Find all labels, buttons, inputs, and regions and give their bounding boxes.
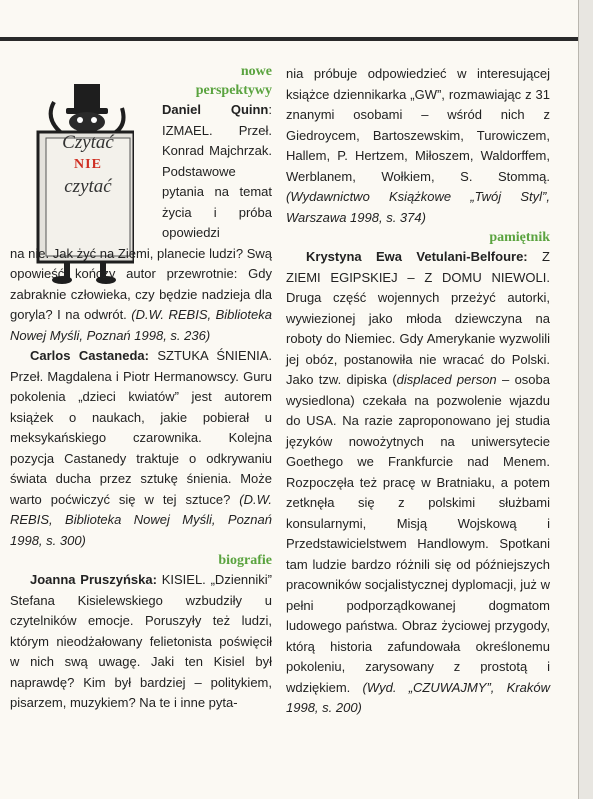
entry-text: – osoba wysiedlona) czekała na pozwolenie wjazdu do USA. Na razie zaproponowano jej studia języków nowożytnych na uniwersytecie Goethego we Frankfurcie nad Menem. Rozpoczęła też pracę w Bratniaku, a potem zetknęła się z polskimi służbami konsularnymi, Misją Wojskową i Przedstawicielstwem Handlowym. Spotkani tam ludzie bardzo różnili się od późniejszych pracowników socjalistycznej dyplomacji, już w pełni podporządkowanej dogmatom ludowego państwa. Obraz życiowej przygody, którą historia zafundowała określonemu pokoleniu, zarysowany z prostotą i wdziękiem.: [286, 372, 550, 695]
entry-source: (D.W. REBIS, Biblioteka Nowej Myśli, Poznań 1998, s. 236): [10, 307, 272, 343]
entry-pruszynska: [10, 570, 272, 714]
entry-title: : IZMAEL.: [162, 102, 272, 138]
entry-source: (D.W. REBIS, Biblioteka Nowej Myśli, Poznań 1998, s. 300): [10, 491, 272, 548]
left-column: [10, 62, 272, 714]
right-column: [286, 64, 550, 719]
section-label-pamietnik: pamiętnik: [489, 230, 550, 245]
entry-text: na nie. Jak żyć na Ziemi, planecie ludzi? Swą opowieść kończy autor przewrotnie: Gdy zabraknie człowieka, czy będzie nadzieja dla goryla? I na odwrót.: [10, 245, 272, 322]
entry-author: Joanna Pruszyńska:: [30, 572, 157, 587]
page-edge-strip: [578, 0, 593, 799]
entry-text: Przeł. Konrad Majchrzak. Podstawowe pytania na temat życia i próba opowiedzi: [162, 122, 272, 240]
logo-word-nie: NIE: [74, 157, 102, 172]
logo-word-czytac: Czytać: [62, 132, 114, 153]
entry-text: Z ZIEMI EGIPSKIEJ – Z DOMU NIEWOLI. Druga część wojennych przeżyć autorki, wywiezionej jako młoda dziewczyna na roboty do Niemiec. Gdy Amerykanie wyzwolili jej obóz, postanowiła nie wracać do Polski. Jako tzw. dipiska (: [286, 249, 550, 387]
entry-vetulani: [286, 247, 550, 719]
entry-source: (Wydawnictwo Książkowe „Twój Styl”, Warszawa 1998, s. 374): [286, 189, 550, 225]
logo-word-czytac-2: czytać: [64, 176, 112, 197]
entry-source: (Wyd. „CZUWAJMY”, Kraków 1998, s. 200): [286, 679, 550, 715]
entry-author: Daniel Quinn: [162, 102, 269, 117]
section-label-biografie: biografie: [218, 553, 272, 568]
entry-author: Krystyna Ewa Vetulani-Belfoure:: [306, 249, 528, 264]
section-label-nowe-perspektywy: nowe perspektywy: [195, 64, 272, 98]
entry-text: SZTUKA ŚNIENIA. Przeł. Magdalena i Piotr Hermanowscy. Guru pokolenia „dzieci kwiatów” jest autorem książek o naukach, jakie pobierał u meksykańskiego czarownika. Kolejna pozycja Castanedy traktuje o odkrywaniu świata ducha przez sztukę śnienia. Może warto poćwiczyć się w tej sztuce?: [10, 348, 272, 507]
entry-text: KISIEL. „Dzienniki” Stefana Kisielewskiego wzbudziły u czytelników emocje. Poruszyły też ludzi, którym nieodżałowany felietonista poświęcił w nich swą uwagę. Jaki ten Kisiel był naprawdę? Kim był bardziej – politykiem, pisarzem, muzykiem? Na te i inne pyta-: [10, 572, 272, 710]
entry-quinn-wrap: [10, 100, 272, 244]
entry-pruszynska-cont: [286, 64, 550, 228]
top-rule: [0, 37, 593, 41]
entry-author: Carlos Castaneda:: [30, 348, 149, 363]
entry-text-italic: displaced person: [396, 372, 497, 387]
entry-castaneda: [10, 346, 272, 551]
entry-quinn-body: [10, 244, 272, 347]
entry-text: nia próbuje odpowiedzieć w interesującej książce dziennikarka „GW”, rozmawiając z 31 znanymi osobami – wśród nich z Giedroycem, Bartoszewskim, Turowiczem, Hallem, P. Hertzem, Miłoszem, Waldorffem, Werblanem, Wołkiem, S. Stommą.: [286, 66, 550, 184]
